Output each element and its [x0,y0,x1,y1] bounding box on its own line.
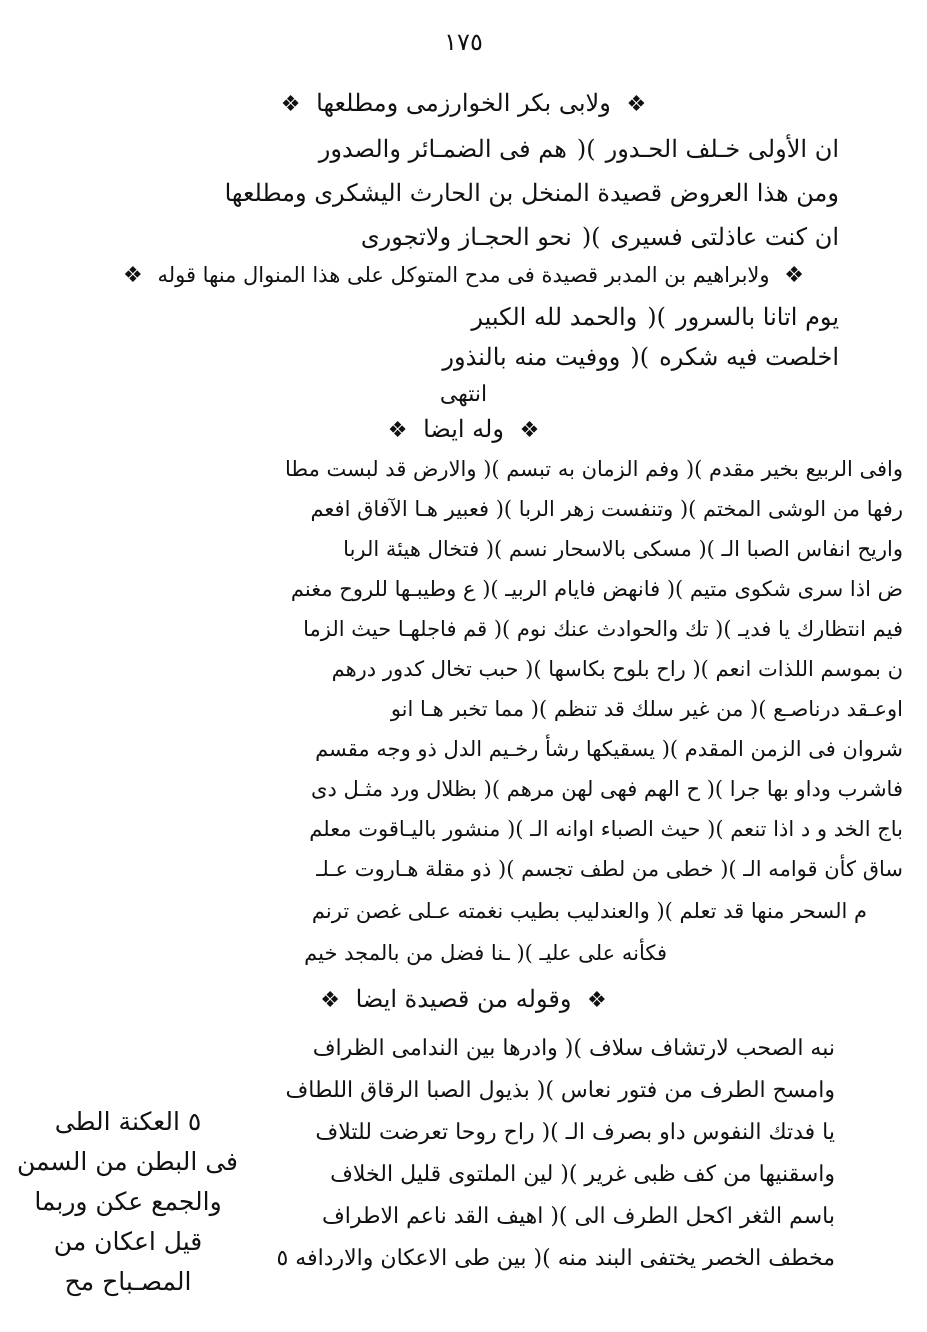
verse-line [361,220,839,254]
section-heading-lahu-aydan [0,412,927,446]
verse-separator: )( [576,135,596,163]
verse-separator: )( [647,303,667,331]
verse-line [442,340,839,374]
verse-second-hemistich: والحمد لله الكبير [471,303,638,331]
verse-first-hemistich: ان كنت عاذلتى فسيرى [610,223,839,251]
text-line: وامسح الطرف من فتور نعاس )( بذيول الصبا الرقاق اللطاف [285,1078,835,1103]
heading-text: وله ايضا [423,415,504,443]
section-heading-khwarizmi [0,86,927,120]
ornament-icon: ❖ [280,92,301,117]
text-line: واريح انفاس الصبا الـ )( مسكى بالاسحار نسم )( فتخال هيئة الربا [343,537,903,561]
gloss-line: فى البطن من السمن [16,1147,238,1176]
ornament-icon: ❖ [587,988,607,1013]
text-line: واسقنيها من كف ظبى غرير )( لين الملتوى قليل الخلاف [330,1162,835,1187]
text-line: فكأنه على عليـ )( ـنا فضل من بالمجد خيم [304,941,667,965]
text-line: ض اذا سرى شكوى متيم )( فانهض فايام الربيـ )( ع وطيبـها للروح مغنم [290,577,903,601]
text-line: باج الخد و د اذا تنعم )( حيث الصباء اوانه الـ )( منشور باليـاقوت معلم [309,817,903,841]
ornament-icon: ❖ [123,263,143,288]
verse-line [319,132,839,166]
page-number: ١٧٥ [444,28,483,56]
text-line: فيم انتظارك يا فديـ )( تك والحوادث عنك نوم )( قم فاجلهـا حيث الزما [303,617,903,641]
gloss-line: والجمع عكن وربما [34,1187,222,1216]
text-line: نبه الصحب لارتشاف سلاف )( وادرها بين الندامى الظراف [312,1036,835,1061]
text-line: وافى الربيع بخير مقدم )( وفم الزمان به تبسم )( والارض قد لبست مطا [284,457,903,481]
heading-text: وقوله من قصيدة ايضا [355,985,572,1013]
verse-second-hemistich: نحو الحجـاز ولاتجورى [360,223,572,251]
prose-line: ومن هذا العروض قصيدة المنخل بن الحارث اليشكرى ومطلعها [224,179,839,207]
ornament-icon: ❖ [519,418,540,443]
text-line: شروان فى الزمن المقدم )( يسقيكها رشأ رخـيم الدل ذو وجه مقسم [315,737,903,761]
verse-first-hemistich: اخلصت فيه شكره [659,343,839,371]
text-line: يا فدتك النفوس داو بصرف الـ )( راح روحا تعرضت للتلاف [315,1120,835,1145]
text-line: اوعـقد درناصـع )( من غير سلك قد تنظم )( مما تخبر هـا انو [390,697,903,721]
verse-line [471,300,839,334]
text-line: مخطف الخصر يختفى البند منه )( بين طى الاعكان والاردافه ٥ [276,1246,835,1271]
text-line: باسم الثغر اكحل الطرف الى )( اهيف القد ناعم الاطراف [321,1204,835,1229]
verse-second-hemistich: ووفيت منه بالنذور [442,343,621,371]
ornament-icon: ❖ [387,418,408,443]
heading-text: ولابى بكر الخوارزمى ومطلعها [316,89,611,117]
text-line: رفها من الوشى المختم )( وتنفست زهر الربا )( فعبير هـا الآفاق افعم [310,497,903,521]
verse-separator: )( [581,223,601,251]
section-heading-qawluhu [0,982,927,1016]
verse-separator: )( [630,343,650,371]
text-line: فاشرب وداو بها جرا )( ح الهم فهى لهن مرهم )( بظلال ورد مثـل دى [311,777,903,801]
ornament-icon: ❖ [626,92,647,117]
text-line: ساق كأن قوامه الـ )( خطى من لطف تجسم )( ذو مقلة هـاروت عـلـ [316,857,903,881]
verse-first-hemistich: ان الأولى خـلف الحـدور [605,135,839,163]
margin-gloss [18,1102,238,1302]
verse-first-hemistich: يوم اتانا بالسرور [676,303,839,331]
gloss-line: المصـباح مح [64,1267,192,1296]
section-heading-ibn-mudabbir [0,258,927,292]
text-line: م السحر منها قد تعلم )( والعندليب بطيب نغمته عـلى غصن ترنم [311,899,867,923]
gloss-line: ٥ العكنة الطى [54,1107,202,1136]
ornament-icon: ❖ [784,263,804,288]
gloss-line: قيل اعكان من [53,1227,203,1256]
heading-text: ولابراهيم بن المدبر قصيدة فى مدح المتوكل على هذا المنوال منها قوله [157,263,770,287]
verse-second-hemistich: هم فى الضمـائر والصدور [318,135,567,163]
ornament-icon: ❖ [320,988,340,1013]
intaha-text: انتهى [439,382,488,407]
text-line: ن بموسم اللذات انعم )( راح بلوح بكاسها )( حبب تخال كدور درهم [331,657,903,681]
